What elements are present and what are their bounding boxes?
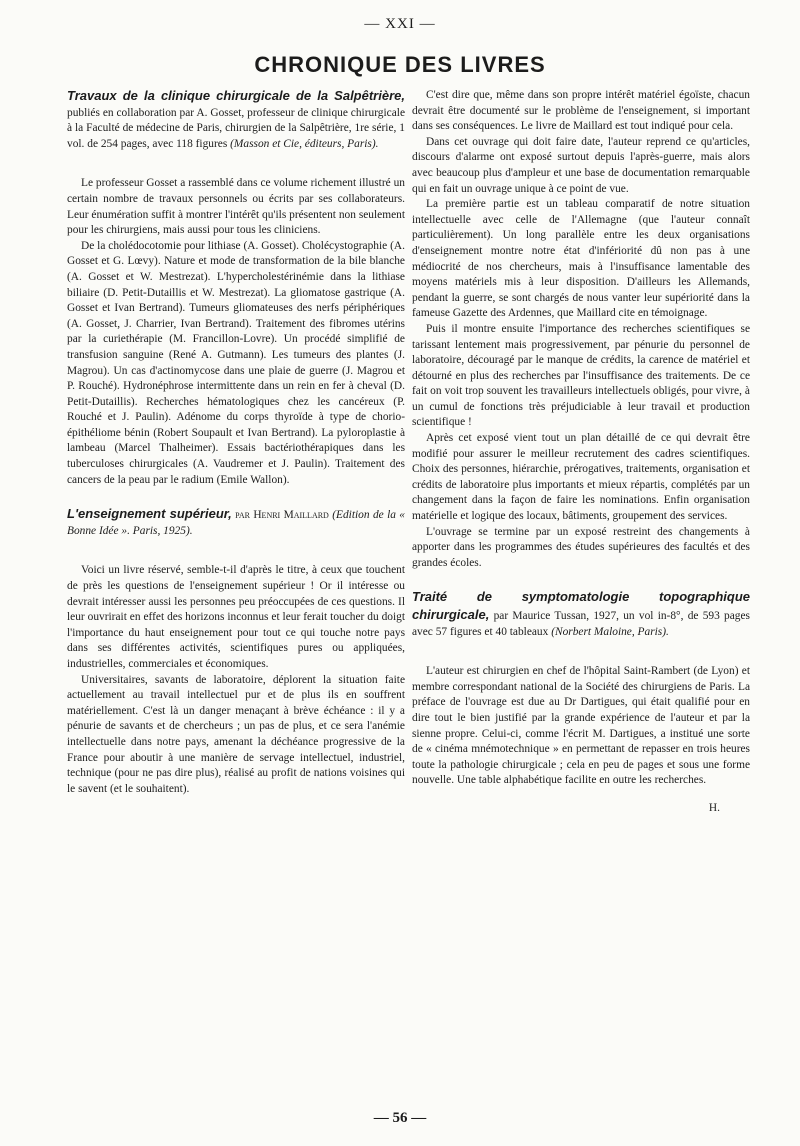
review2-publisher: (Edition de la « Bonne Idée ». Paris, 1925). [67,509,406,537]
review1-heading [67,88,405,152]
right-column [412,88,750,817]
left-column [67,88,405,797]
review3-paragraph: L'auteur est chirurgien en chef de l'hôpital Saint-Rambert (de Lyon) et membre correspondant national de la Société des chirurgiens de Paris. La préface de l'ouvrage est due au Dr Dartigues, qui était qualifié pour en dire tout le bien justifié par la grande expérience de l'auteur et par la sienne propre. Celui-ci, comme l'écrit M. Dartigues, a institué une sorte de « cinéma mnémotechnique » en permettant de repasser en trois heures toute la pathologie chirurgicale ; cela en peu de pages et sous une forme nouvelle. Une table alphabétique facilite en outre les recherches. [412,665,750,787]
review2-paragraph: Dans cet ouvrage qui doit faire date, l'auteur reprend ce qu'articles, discours d'alarme ont exposé surtout depuis l'après-guerre, mais alors avec beaucoup plus d'ampleur et une base de documentation remarquable qui en fait un ouvrage unique à ce point de vue. [412,135,750,195]
review3-heading [412,589,750,640]
review3-initials: H. [708,801,720,814]
review1-paragraph: Le professeur Gosset a rassemblé dans ce volume richement illustré un certain nombre de travaux personnels ou écrits par ses collaborateurs. Leur énumération suffit à montrer l'intérêt qu'ils présentent non seulement pour les chirurgiens, mais aussi pour tous les cliniciens. [67,177,405,237]
review1-title: Travaux de la clinique chirurgicale de la Salpêtrière, [67,88,405,103]
review3-title: Traité de symptomatologie topographique chirurgicale, [412,589,750,622]
review1-paragraph: De la cholédocotomie pour lithiase (A. Gosset). Cholécystographie (A. Gosset et G. Lœvy). Nature et mode de transformation de la bile blanche (A. Gosset et W. Mestrezat). L'hypercholestérinémie dans la lithiase biliaire (D. Petit-Dutaillis et W. Mestrezat). La gliomatose gastrique (A. Gosset et Ivan Bertrand). Tumeurs gliomateuses des nerfs périphériques (A. Gosset, J. Charrier, Ivan Bertrand). Traitement des fibromes utérins par la curiethérapie (M. Francillon-Lovre). Un procédé simplifié de transfusion sanguine (René A. Gutmann). Les tumeurs des plantes (J. Magrou). Un cas d'actinomycose dans une plaie de guerre (J. Magrou et P. Rouché). Hydronéphrose intermittente dans un rein en fer à cheval (D. Petit-Dutaillis). Recherches hématologiques chez les cancéreux (P. Rouché et J. Paulin). Adénome du corps thyroïde à type de chorio-épithéliome bénin (Robert Soupault et Ivan Bertrand). La pyloroplastie à lambeau (Marcel Thalheimer). Essais bactériothérapiques dans les tuberculoses chirurgicales (A. Vaudremer et J. Paulin). Traitement des cancers de la peau par le radium (Emile Wallon). [67,239,405,486]
page-title: CHRONIQUE DES LIVRES [254,52,546,77]
page-number: — 56 — [373,1110,427,1126]
review2-paragraph: Puis il montre ensuite l'importance des recherches scientifiques se tarissant lentement mais progressivement, par pénurie du personnel de laboratoire, découragé par le manque de crédits, la carence de matériel et détourné en plus des recherches par l'insuffisance des traitements. De ce fait on voit trop souvent les travailleurs intellectuels obligés, pour vivre, à un cumul de fonctions très préjudiciable à leur travail et production scientifique ! [412,322,750,429]
review2-title: L'enseignement supérieur, [67,506,232,522]
review2-paragraph: Voici un livre réservé, semble-t-il d'après le titre, à ceux que touchent de près les questions de l'enseignement supérieur ! Or il intéresse ou devrait intéresser aussi les personnes peu préoccupées de ces questions. Il leur ouvrirait en effet des horizons inconnus et leur ferait toucher du doigt l'importance du haut enseignement pour tout ce qui touche notre pays dans ses différentes activités, scientifiques pures ou appliquées, industrielles, commerciales et économiques. [67,564,405,670]
review3-publisher: (Norbert Maloine, Paris). [551,625,669,638]
review2-heading [67,506,405,539]
review2-paragraph: Universitaires, savants de laboratoire, déplorent la situation faite actuellement au travail intellectuel pur et de plus ils en souffrent matériellement. C'est là un danger menaçant à brève échéance : il y a pénurie de savants et de chercheurs ; un pas de plus, et ce sera l'anémie intellectuelle dans notre pays, amenant la déchéance progressive de la France pour aboutir à une manière de servage intellectuel, industriel, technique (pour ne pas dire plus), réalisé au profit de nations voisines qui le savent (et le souhaitent). [67,673,405,795]
review2-paragraph: L'ouvrage se termine par un exposé restreint des changements à apporter dans les programmes des études supérieures des facultés et des grandes écoles. [412,525,750,569]
page-roman-number: — XXI — [364,16,436,32]
review2-meta: par Henri Maillard [235,509,329,522]
review2-paragraph: C'est dire que, même dans son propre intérêt matériel égoïste, chacun devrait être documenté sur le problème de l'enseignement, si important dans ses conséquences. Le livre de Maillard est tout indiqué pour cela. [412,89,750,133]
review1-publisher: (Masson et Cie, éditeurs, Paris). [230,137,379,150]
review3-meta: par Maurice Tussan, 1927, un vol in-8°, de 593 pages avec 57 figures et 40 tableaux [412,610,750,638]
review2-paragraph: Après cet exposé vient tout un plan détaillé de ce qui devrait être modifié pour assurer le meilleur recrutement des cadres scientifiques. Choix des personnes, hiérarchie, prérogatives, traitements, organisation et crédits de laboratoire plus importants et mieux répartis, complétés par un changement dans la façon de faire les nominations. Enfin organisation matérielle et logique des locaux, bâtiments, groupement des services. [412,432,750,523]
review2-paragraph: La première partie est un tableau comparatif de notre situation intellectuelle avec celle de l'Allemagne (que l'auteur connaît particulièrement). Un long parallèle entre les deux organisations d'enseignement montre notre état d'infériorité dû non pas à une médiocrité de nos chercheurs, mais à l'insuffisance lamentable des moyens matériels mis à leur disposition. D'ailleurs les Allemands, pendant la guerre, se sont chargés de nous vanter leur supériorité dans la fameuse Gazette des Ardennes, que Maillard cite en témoignage. [412,198,750,320]
review1-meta: publiés en collaboration par A. Gosset, professeur de clinique chirurgicale à la Faculté de médecine de Paris, chirurgien de la Salpêtrière, 1re série, 1 vol. de 254 pages, avec 118 figures [67,106,405,150]
